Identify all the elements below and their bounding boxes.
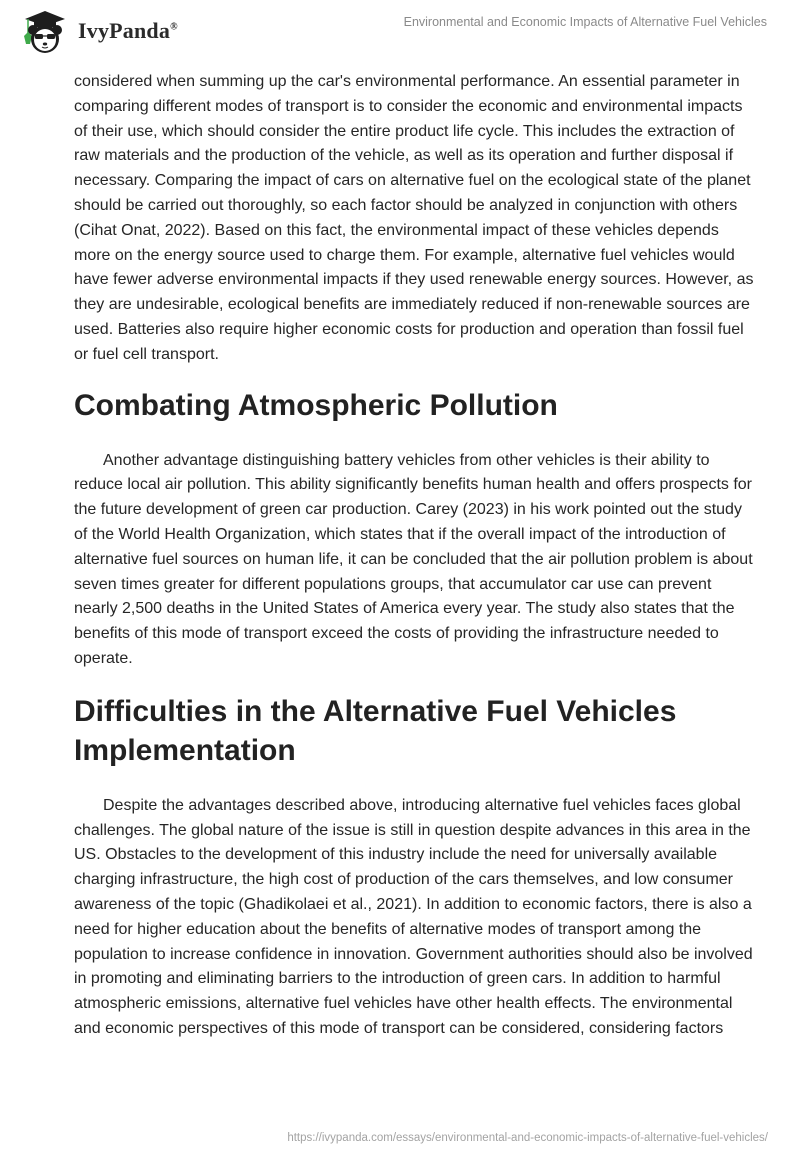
panda-graduate-icon <box>18 6 76 56</box>
paragraph-difficulties: Despite the advantages described above, introducing alternative fuel vehicles faces global challenges. The global nature of the issue is still in question despite advances in this area in the US. Obstacles to the development of this industry include the need for universally available charging infrastructure, the high cost of production of the cars themselves, and low consumer awareness of the topic (Ghadikolaei et al., 2021). In addition to economic factors, there is also a need for higher education about the benefits of alternative modes of transport among the population to increase confidence in innovation. Government authorities should also be involved in promoting and eliminating barriers to the introduction of green cars. In addition to harmful atmospheric emissions, alternative fuel vehicles have other health effects. The environmental and economic perspectives of this mode of transport can be considered, considering factors <box>74 796 753 1037</box>
heading-combating-atmospheric-pollution: Combating Atmospheric Pollution <box>74 388 558 422</box>
heading-difficulties-implementation: Difficulties in the Alternative Fuel Vehicles Implementation <box>74 694 677 767</box>
article-body <box>74 70 754 1042</box>
ivypanda-logo-link[interactable] <box>18 6 178 56</box>
page-header <box>0 0 800 60</box>
document-title: Environmental and Economic Impacts of Alternative Fuel Vehicles <box>403 15 767 29</box>
paragraph-intro: considered when summing up the car's environmental performance. An essential parameter in comparing different modes of transport is to consider the economic and environmental impacts of their use, which should consider the entire product life cycle. This includes the extraction of raw materials and the production of the vehicle, as well as its operation and further disposal if necessary. Comparing the impact of cars on alternative fuel on the ecological state of the planet should be carried out thoroughly, so each factor should be analyzed in conjunction with others (Cihat Onat, 2022). Based on this fact, the environmental impact of these vehicles depends more on the energy source used to charge them. For example, alternative fuel vehicles would have fewer adverse environmental impacts if they used renewable energy sources. However, as they are undesirable, ecological benefits are immediately reduced if non-renewable sources are used. Batteries also require higher economic costs for production and operation than fossil fuel or fuel cell transport. <box>74 73 754 363</box>
logo-wordmark: IvyPanda® <box>78 18 178 43</box>
paragraph-air-pollution: Another advantage distinguishing battery vehicles from other vehicles is their ability to reduce local air pollution. This ability significantly benefits human health and offers prospects for the future development of green car production. Carey (2023) in his work pointed out the study of the World Health Organization, which states that if the overall impact of the introduction of alternative fuel sources on human life, it can be concluded that the air pollution problem is about seven times greater for different populations groups, that accumulator car use can prevent nearly 2,500 deaths in the United States of America every year. The study also states that the benefits of this mode of transport exceed the costs of providing the infrastructure needed to operate. <box>74 451 753 667</box>
source-url-link[interactable]: https://ivypanda.com/essays/environmental-and-economic-impacts-of-alternative-fuel-vehicles/ <box>287 1132 768 1144</box>
